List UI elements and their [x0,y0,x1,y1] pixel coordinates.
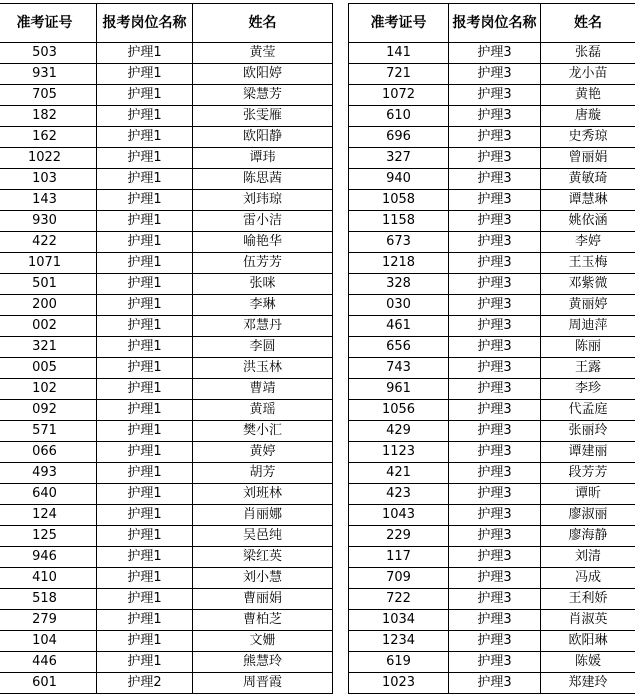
exam-number-cell: 656 [349,337,449,358]
position-cell: 护理1 [97,232,193,253]
position-cell: 护理1 [97,274,193,295]
right-roster-table [348,3,635,694]
name-cell: 陈丽 [541,337,635,358]
position-cell: 护理1 [97,400,193,421]
table-row [349,463,635,484]
table-row [0,526,333,547]
table-row [0,274,333,295]
position-cell: 护理1 [97,442,193,463]
position-cell: 护理3 [449,379,541,400]
position-cell: 护理3 [449,400,541,421]
table-row [0,652,333,673]
exam-number-cell: 931 [0,64,97,85]
table-row [349,484,635,505]
position-cell: 护理1 [97,106,193,127]
exam-number-cell: 601 [0,673,97,694]
position-cell: 护理1 [97,43,193,64]
position-cell: 护理1 [97,253,193,274]
name-cell: 张雯雁 [193,106,333,127]
exam-number-cell: 1022 [0,148,97,169]
table-row [349,673,635,694]
header-name: 姓名 [541,4,635,43]
name-cell: 欧阳婷 [193,64,333,85]
name-cell: 黄瑶 [193,400,333,421]
name-cell: 刘班林 [193,484,333,505]
table-row [0,64,333,85]
position-cell: 护理3 [449,148,541,169]
name-cell: 谭慧琳 [541,190,635,211]
position-cell: 护理1 [97,295,193,316]
table-row [349,43,635,64]
position-cell: 护理3 [449,169,541,190]
name-cell: 胡芳 [193,463,333,484]
exam-number-cell: 005 [0,358,97,379]
name-cell: 黄婷 [193,442,333,463]
exam-number-cell: 1034 [349,610,449,631]
table-row [0,484,333,505]
exam-number-cell: 117 [349,547,449,568]
exam-number-cell: 422 [0,232,97,253]
exam-number-cell: 1043 [349,505,449,526]
table-row [0,127,333,148]
exam-number-cell: 709 [349,568,449,589]
table-row [0,379,333,400]
position-cell: 护理1 [97,421,193,442]
header-name: 姓名 [193,4,333,43]
exam-number-cell: 1071 [0,253,97,274]
name-cell: 黄艳 [541,85,635,106]
position-cell: 护理3 [449,610,541,631]
exam-number-cell: 673 [349,232,449,253]
position-cell: 护理3 [449,295,541,316]
position-cell: 护理1 [97,211,193,232]
table-row [349,589,635,610]
position-cell: 护理1 [97,547,193,568]
name-cell: 张咪 [193,274,333,295]
position-cell: 护理3 [449,211,541,232]
position-cell: 护理3 [449,232,541,253]
position-cell: 护理1 [97,358,193,379]
name-cell: 李珍 [541,379,635,400]
table-row [0,232,333,253]
table-row [349,295,635,316]
name-cell: 刘清 [541,547,635,568]
position-cell: 护理1 [97,526,193,547]
position-cell: 护理3 [449,64,541,85]
exam-number-cell: 446 [0,652,97,673]
position-cell: 护理3 [449,505,541,526]
exam-number-cell: 421 [349,463,449,484]
table-row [349,64,635,85]
name-cell: 洪玉林 [193,358,333,379]
table-row [0,85,333,106]
name-cell: 黄丽婷 [541,295,635,316]
name-cell: 刘玮琼 [193,190,333,211]
position-cell: 护理3 [449,43,541,64]
table-row [0,43,333,64]
exam-number-cell: 518 [0,589,97,610]
table-row [0,148,333,169]
name-cell: 张磊 [541,43,635,64]
position-cell: 护理3 [449,274,541,295]
position-cell: 护理1 [97,148,193,169]
position-cell: 护理1 [97,127,193,148]
name-cell: 周迪萍 [541,316,635,337]
name-cell: 欧阳琳 [541,631,635,652]
name-cell: 曹丽娟 [193,589,333,610]
exam-number-cell: 200 [0,295,97,316]
name-cell: 谭昕 [541,484,635,505]
name-cell: 刘小慧 [193,568,333,589]
table-row [0,169,333,190]
exam-number-cell: 102 [0,379,97,400]
exam-number-cell: 141 [349,43,449,64]
table-row [349,400,635,421]
name-cell: 梁红英 [193,547,333,568]
position-cell: 护理3 [449,316,541,337]
name-cell: 肖丽娜 [193,505,333,526]
table-row [0,610,333,631]
exam-number-cell: 503 [0,43,97,64]
exam-number-cell: 501 [0,274,97,295]
exam-number-cell: 125 [0,526,97,547]
position-cell: 护理3 [449,631,541,652]
exam-number-cell: 410 [0,568,97,589]
table-row [349,631,635,652]
name-cell: 唐璇 [541,106,635,127]
table-row [349,421,635,442]
name-cell: 曹柏芝 [193,610,333,631]
header-position-name: 报考岗位名称 [449,4,541,43]
table-row [0,547,333,568]
exam-number-cell: 092 [0,400,97,421]
name-cell: 樊小汇 [193,421,333,442]
position-cell: 护理3 [449,526,541,547]
table-row [349,505,635,526]
table-row [0,358,333,379]
position-cell: 护理3 [449,547,541,568]
exam-number-cell: 104 [0,631,97,652]
name-cell: 张丽玲 [541,421,635,442]
name-cell: 陈思茜 [193,169,333,190]
table-row [349,652,635,673]
exam-number-cell: 066 [0,442,97,463]
exam-number-cell: 705 [0,85,97,106]
exam-number-cell: 696 [349,127,449,148]
exam-number-cell: 124 [0,505,97,526]
position-cell: 护理3 [449,589,541,610]
name-cell: 李琳 [193,295,333,316]
exam-number-cell: 1234 [349,631,449,652]
position-cell: 护理3 [449,253,541,274]
table-row [349,106,635,127]
name-cell: 段芳芳 [541,463,635,484]
name-cell: 欧阳静 [193,127,333,148]
exam-number-cell: 030 [349,295,449,316]
exam-number-cell: 279 [0,610,97,631]
table-row [349,526,635,547]
exam-number-cell: 327 [349,148,449,169]
table-row [0,337,333,358]
table-row [0,400,333,421]
name-cell: 邓紫微 [541,274,635,295]
position-cell: 护理1 [97,610,193,631]
header-position-name: 报考岗位名称 [97,4,193,43]
position-cell: 护理1 [97,169,193,190]
table-row [0,463,333,484]
position-cell: 护理3 [449,568,541,589]
name-cell: 陈媛 [541,652,635,673]
position-cell: 护理1 [97,568,193,589]
position-cell: 护理1 [97,484,193,505]
exam-number-cell: 493 [0,463,97,484]
position-cell: 护理3 [449,442,541,463]
exam-number-cell: 961 [349,379,449,400]
name-cell: 冯成 [541,568,635,589]
exam-number-cell: 103 [0,169,97,190]
position-cell: 护理1 [97,85,193,106]
position-cell: 护理1 [97,652,193,673]
exam-number-cell: 461 [349,316,449,337]
table-row [0,673,333,694]
table-row [349,442,635,463]
name-cell: 王露 [541,358,635,379]
position-cell: 护理1 [97,190,193,211]
position-cell: 护理3 [449,421,541,442]
table-row [0,631,333,652]
exam-number-cell: 162 [0,127,97,148]
exam-number-cell: 1158 [349,211,449,232]
position-cell: 护理1 [97,463,193,484]
table-row [349,379,635,400]
exam-number-cell: 930 [0,211,97,232]
position-cell: 护理1 [97,589,193,610]
position-cell: 护理3 [449,85,541,106]
exam-number-cell: 610 [349,106,449,127]
name-cell: 王利娇 [541,589,635,610]
name-cell: 廖海静 [541,526,635,547]
name-cell: 吴邑纯 [193,526,333,547]
name-cell: 雷小洁 [193,211,333,232]
name-cell: 谭建丽 [541,442,635,463]
name-cell: 李圆 [193,337,333,358]
position-cell: 护理3 [449,127,541,148]
position-cell: 护理1 [97,64,193,85]
exam-number-cell: 571 [0,421,97,442]
table-row [349,547,635,568]
table-row [0,421,333,442]
name-cell: 梁慧芳 [193,85,333,106]
exam-number-cell: 619 [349,652,449,673]
name-cell: 李婷 [541,232,635,253]
table-row [349,148,635,169]
exam-number-cell: 946 [0,547,97,568]
name-cell: 邓慧丹 [193,316,333,337]
left-roster-table [0,3,333,694]
exam-number-cell: 1218 [349,253,449,274]
position-cell: 护理3 [449,190,541,211]
exam-number-cell: 743 [349,358,449,379]
exam-number-cell: 229 [349,526,449,547]
name-cell: 周晋霞 [193,673,333,694]
left-header-row [0,4,333,43]
position-cell: 护理2 [97,673,193,694]
name-cell: 喻艳华 [193,232,333,253]
position-cell: 护理3 [449,463,541,484]
position-cell: 护理1 [97,337,193,358]
table-row [349,274,635,295]
header-exam-number: 准考证号 [349,4,449,43]
position-cell: 护理1 [97,379,193,400]
name-cell: 代孟庭 [541,400,635,421]
table-row [349,337,635,358]
name-cell: 熊慧玲 [193,652,333,673]
exam-number-cell: 640 [0,484,97,505]
name-cell: 曾丽娟 [541,148,635,169]
table-row [349,358,635,379]
name-cell: 龙小苗 [541,64,635,85]
name-cell: 肖淑英 [541,610,635,631]
table-row [349,610,635,631]
table-row [349,85,635,106]
table-row [0,253,333,274]
name-cell: 史秀琼 [541,127,635,148]
name-cell: 伍芳芳 [193,253,333,274]
position-cell: 护理1 [97,505,193,526]
exam-number-cell: 1058 [349,190,449,211]
exam-number-cell: 721 [349,64,449,85]
exam-number-cell: 143 [0,190,97,211]
table-row [349,190,635,211]
exam-number-cell: 423 [349,484,449,505]
table-row [0,316,333,337]
name-cell: 黄莹 [193,43,333,64]
table-row [349,568,635,589]
table-row [349,127,635,148]
table-row [0,295,333,316]
table-row [349,211,635,232]
exam-number-cell: 940 [349,169,449,190]
position-cell: 护理1 [97,631,193,652]
exam-number-cell: 1023 [349,673,449,694]
exam-number-cell: 182 [0,106,97,127]
table-row [349,232,635,253]
exam-number-cell: 1072 [349,85,449,106]
table-row [0,568,333,589]
position-cell: 护理3 [449,673,541,694]
table-row [0,505,333,526]
name-cell: 廖淑丽 [541,505,635,526]
right-header-row [349,4,635,43]
exam-number-cell: 722 [349,589,449,610]
name-cell: 文姗 [193,631,333,652]
position-cell: 护理3 [449,484,541,505]
table-row [0,442,333,463]
name-cell: 姚依涵 [541,211,635,232]
table-row [349,253,635,274]
exam-number-cell: 321 [0,337,97,358]
name-cell: 郑建玲 [541,673,635,694]
exam-number-cell: 429 [349,421,449,442]
table-row [0,190,333,211]
position-cell: 护理3 [449,337,541,358]
exam-number-cell: 1056 [349,400,449,421]
table-row [0,106,333,127]
name-cell: 谭玮 [193,148,333,169]
name-cell: 王玉梅 [541,253,635,274]
name-cell: 黄敏琦 [541,169,635,190]
position-cell: 护理1 [97,316,193,337]
exam-number-cell: 002 [0,316,97,337]
table-row [0,211,333,232]
exam-number-cell: 328 [349,274,449,295]
position-cell: 护理3 [449,106,541,127]
table-row [0,589,333,610]
header-exam-number: 准考证号 [0,4,97,43]
name-cell: 曹靖 [193,379,333,400]
position-cell: 护理3 [449,652,541,673]
exam-number-cell: 1123 [349,442,449,463]
position-cell: 护理3 [449,358,541,379]
table-row [349,169,635,190]
table-row [349,316,635,337]
